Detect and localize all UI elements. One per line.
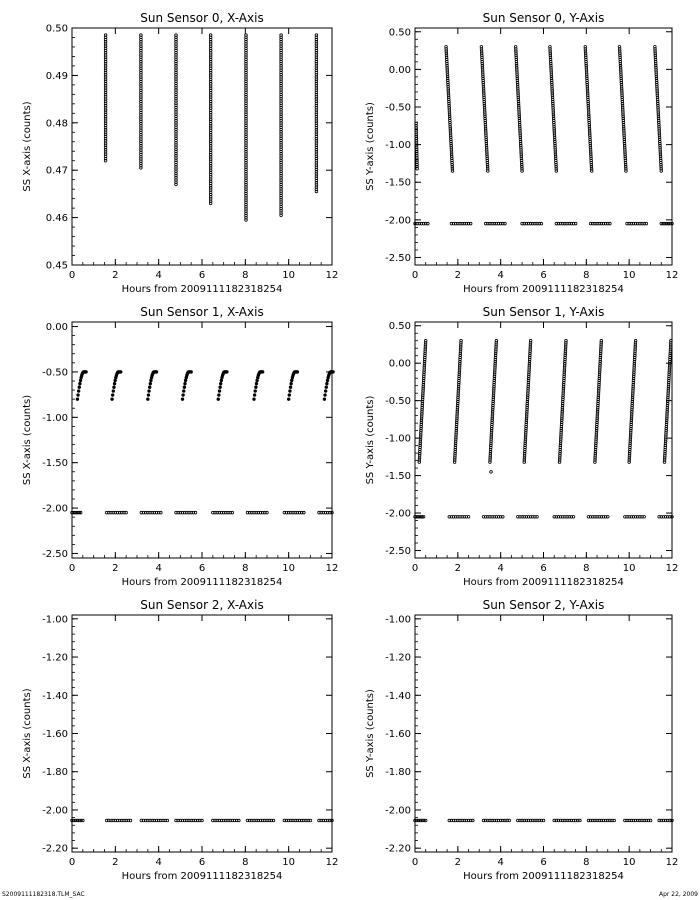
data-point: [660, 170, 663, 173]
data-point: [296, 371, 299, 374]
plot-frame: [72, 615, 332, 852]
x-tick-label: 10: [622, 857, 636, 868]
x-tick-label: 8: [242, 563, 249, 574]
y-tick-label: -1.40: [385, 690, 411, 702]
data-point: [451, 170, 454, 173]
y-tick-label: -2.00: [42, 805, 68, 817]
data-point: [326, 379, 329, 382]
y-tick-label: -1.80: [42, 767, 68, 779]
data-point: [427, 222, 430, 225]
data-point: [290, 382, 293, 385]
x-axis-label: Hours from 2009111182318254: [463, 284, 624, 295]
data-point: [160, 511, 163, 514]
chart-title: Sun Sensor 0, X-Axis: [140, 11, 264, 25]
x-tick-label: 2: [454, 857, 462, 868]
data-point: [255, 382, 258, 385]
y-tick-label: -1.00: [42, 614, 68, 626]
data-point: [256, 379, 259, 382]
data-point: [323, 398, 326, 401]
x-axis-label: Hours from 2009111182318254: [463, 577, 624, 588]
data-point: [324, 390, 327, 393]
data-point: [643, 515, 646, 518]
x-tick-label: 2: [454, 270, 462, 281]
data-point: [253, 398, 256, 401]
data-point: [490, 471, 493, 474]
x-tick-label: 12: [665, 270, 679, 281]
x-tick-label: 2: [112, 857, 119, 868]
y-tick-label: 0.50: [45, 23, 68, 35]
data-point: [78, 386, 81, 389]
data-point: [521, 170, 524, 173]
x-tick-label: 8: [242, 270, 249, 281]
data-point: [149, 382, 152, 385]
y-tick-label: -2.00: [385, 215, 411, 227]
x-tick-label: 12: [665, 857, 679, 868]
data-point: [469, 222, 472, 225]
x-axis-label: Hours from 2009111182318254: [121, 871, 283, 882]
y-tick-label: 0.49: [45, 70, 68, 82]
data-point: [77, 390, 80, 393]
series-0: [76, 371, 334, 401]
data-point: [104, 34, 107, 37]
data-point: [600, 339, 603, 342]
data-point: [287, 398, 290, 401]
data-point: [261, 371, 264, 374]
y-tick-label: -1.00: [385, 140, 411, 152]
data-point: [572, 515, 575, 518]
data-point: [424, 819, 427, 822]
data-point: [508, 819, 511, 822]
y-tick-label: -2.50: [42, 548, 68, 560]
data-point: [226, 371, 229, 374]
x-tick-label: 8: [583, 857, 590, 868]
x-tick-label: 12: [325, 563, 339, 574]
data-point: [111, 394, 114, 397]
x-tick-label: 0: [411, 270, 419, 281]
data-point: [272, 819, 275, 822]
y-axis-label: SS X-axis (counts): [22, 688, 33, 779]
y-axis-label: SS X-axis (counts): [22, 394, 33, 486]
data-point: [303, 511, 306, 514]
data-point: [166, 819, 169, 822]
plot-frame: [72, 322, 332, 558]
data-point: [579, 819, 582, 822]
y-tick-label: -2.20: [42, 843, 68, 855]
data-point: [111, 398, 114, 401]
data-point: [190, 371, 193, 374]
data-point: [460, 339, 463, 342]
chart-title: Sun Sensor 0, Y-Axis: [482, 11, 605, 25]
x-tick-label: 4: [497, 270, 504, 281]
data-point: [245, 34, 248, 37]
panel-1: [365, 11, 678, 295]
y-tick-label: -2.00: [385, 508, 411, 520]
y-axis-label: SS Y-axis (counts): [365, 102, 376, 191]
y-tick-label: -2.20: [385, 843, 411, 855]
x-tick-label: 10: [282, 563, 296, 574]
x-tick-label: 0: [68, 270, 76, 281]
data-point: [288, 394, 291, 397]
x-axis-label: Hours from 2009111182318254: [121, 284, 283, 295]
x-tick-label: 6: [540, 270, 547, 281]
data-point: [504, 222, 507, 225]
y-tick-label: 0.00: [388, 64, 411, 76]
data-point: [140, 34, 143, 37]
data-point: [150, 379, 153, 382]
data-point: [574, 222, 577, 225]
data-point: [280, 34, 283, 37]
panel-4: [22, 598, 338, 882]
data-point: [289, 390, 292, 393]
x-tick-label: 6: [198, 270, 206, 281]
data-point: [540, 222, 543, 225]
data-point: [649, 819, 652, 822]
data-point: [487, 170, 490, 173]
data-point: [217, 398, 220, 401]
data-point: [253, 394, 256, 397]
chart-title: Sun Sensor 2, Y-Axis: [482, 598, 605, 612]
y-tick-label: -2.00: [385, 805, 411, 817]
data-point: [325, 386, 328, 389]
x-tick-label: 6: [540, 563, 547, 574]
x-tick-label: 4: [155, 857, 162, 868]
plot-frame: [415, 615, 672, 852]
chart-title: Sun Sensor 1, X-Axis: [140, 305, 264, 319]
series-1: [414, 222, 674, 225]
data-point: [606, 515, 609, 518]
data-point: [609, 222, 612, 225]
chart-title: Sun Sensor 2, X-Axis: [140, 598, 264, 612]
y-tick-label: 0.45: [45, 260, 68, 272]
x-tick-label: 12: [665, 563, 679, 574]
y-tick-label: -1.40: [42, 690, 68, 702]
series-0: [414, 819, 674, 822]
y-tick-label: -1.50: [385, 177, 411, 189]
data-point: [289, 386, 292, 389]
x-tick-label: 6: [540, 857, 547, 868]
plot-frame: [415, 28, 672, 265]
series-0: [415, 46, 663, 173]
chart-title: Sun Sensor 1, Y-Axis: [482, 305, 605, 319]
data-point: [625, 170, 628, 173]
series-1: [414, 515, 674, 518]
data-point: [181, 398, 184, 401]
y-tick-label: 0.50: [388, 321, 411, 333]
plot-frame: [72, 28, 332, 265]
y-tick-label: 0.50: [388, 27, 411, 39]
data-point: [219, 382, 222, 385]
data-point: [266, 511, 269, 514]
y-tick-label: -1.00: [385, 614, 411, 626]
y-axis-label: SS Y-axis (counts): [365, 395, 376, 485]
x-tick-label: 10: [282, 270, 296, 281]
x-axis-label: Hours from 2009111182318254: [121, 577, 283, 588]
x-tick-label: 0: [411, 563, 419, 574]
data-point: [148, 386, 151, 389]
x-tick-label: 6: [198, 563, 206, 574]
y-tick-label: 0.46: [45, 213, 68, 225]
data-point: [220, 379, 223, 382]
data-point: [254, 386, 257, 389]
y-tick-label: -1.60: [42, 729, 68, 740]
series-0: [418, 339, 672, 473]
data-point: [113, 382, 116, 385]
data-point: [114, 379, 117, 382]
y-tick-label: -1.20: [385, 652, 411, 664]
y-tick-label: -1.80: [385, 767, 411, 779]
y-tick-label: 0.00: [388, 358, 411, 370]
x-tick-label: 0: [68, 857, 76, 868]
data-point: [634, 339, 637, 342]
panel-0: [22, 11, 338, 295]
panel-5: [365, 598, 678, 882]
x-tick-label: 2: [112, 563, 119, 574]
data-point: [209, 34, 212, 37]
footer-filename: S2009111182318.TLM_SAC: [2, 891, 85, 898]
data-point: [565, 339, 568, 342]
data-point: [670, 339, 673, 342]
x-tick-label: 12: [325, 270, 339, 281]
data-point: [590, 170, 593, 173]
x-tick-label: 4: [497, 563, 504, 574]
data-point: [332, 371, 335, 374]
data-point: [217, 394, 220, 397]
data-point: [542, 819, 545, 822]
x-tick-label: 8: [583, 270, 590, 281]
data-point: [536, 515, 539, 518]
x-tick-label: 6: [198, 857, 206, 868]
y-axis-label: SS Y-axis (counts): [365, 689, 376, 778]
data-point: [324, 394, 327, 397]
x-tick-label: 12: [325, 857, 339, 868]
data-point: [555, 170, 558, 173]
y-axis-label: SS X-axis (counts): [22, 101, 33, 192]
x-tick-label: 2: [112, 270, 119, 281]
data-point: [424, 339, 427, 342]
y-tick-label: 0.48: [45, 118, 68, 130]
data-point: [194, 511, 197, 514]
data-point: [183, 386, 186, 389]
data-point: [77, 394, 80, 397]
x-tick-label: 10: [622, 563, 636, 574]
data-point: [113, 386, 116, 389]
data-point: [147, 394, 150, 397]
data-point: [416, 167, 419, 170]
x-tick-label: 0: [411, 857, 419, 868]
data-point: [495, 339, 498, 342]
data-point: [238, 819, 241, 822]
y-tick-label: 0.47: [45, 165, 68, 177]
data-point: [201, 819, 204, 822]
x-axis-label: Hours from 2009111182318254: [463, 871, 624, 882]
data-point: [182, 390, 185, 393]
footer-date: Apr 22, 2009: [658, 891, 698, 898]
y-tick-label: -0.50: [385, 396, 411, 408]
x-tick-label: 0: [68, 563, 76, 574]
data-point: [82, 819, 85, 822]
data-point: [184, 379, 187, 382]
y-tick-label: -1.00: [42, 412, 68, 424]
series-1: [71, 511, 334, 514]
y-tick-label: -0.50: [385, 102, 411, 114]
y-tick-label: -2.50: [385, 252, 411, 264]
y-tick-label: -2.50: [385, 546, 411, 558]
data-point: [119, 371, 122, 374]
x-tick-label: 4: [497, 857, 504, 868]
y-tick-label: -1.50: [385, 471, 411, 483]
x-tick-label: 2: [454, 563, 462, 574]
data-point: [125, 511, 128, 514]
data-point: [85, 371, 88, 374]
data-point: [309, 819, 312, 822]
data-point: [76, 398, 79, 401]
x-tick-label: 4: [155, 270, 162, 281]
series-0: [71, 819, 334, 822]
data-point: [467, 515, 470, 518]
data-point: [613, 819, 616, 822]
data-point: [254, 390, 257, 393]
y-tick-label: -1.50: [42, 458, 68, 470]
data-point: [184, 382, 187, 385]
data-point: [129, 819, 132, 822]
data-point: [148, 390, 151, 393]
x-tick-label: 8: [242, 857, 249, 868]
data-point: [79, 379, 82, 382]
data-point: [219, 386, 222, 389]
data-point: [218, 390, 221, 393]
panel-3: [365, 305, 678, 588]
y-tick-label: -1.60: [385, 729, 411, 740]
panel-2: [22, 305, 338, 588]
data-point: [472, 819, 475, 822]
data-point: [290, 379, 293, 382]
data-point: [231, 511, 234, 514]
data-point: [112, 390, 115, 393]
x-tick-label: 8: [583, 563, 590, 574]
data-point: [315, 34, 318, 37]
y-tick-label: -1.20: [42, 652, 68, 664]
x-tick-label: 10: [622, 270, 636, 281]
y-tick-label: -2.00: [42, 503, 68, 515]
y-tick-label: -0.50: [42, 367, 68, 379]
data-point: [78, 382, 81, 385]
y-tick-label: -1.00: [385, 433, 411, 445]
data-point: [146, 398, 149, 401]
x-tick-label: 10: [282, 857, 296, 868]
data-point: [175, 34, 178, 37]
data-point: [645, 222, 648, 225]
data-point: [502, 515, 505, 518]
data-point: [529, 339, 532, 342]
data-point: [325, 382, 328, 385]
data-point: [155, 371, 158, 374]
data-point: [182, 394, 185, 397]
y-tick-label: 0.00: [45, 322, 68, 334]
series-0: [104, 34, 317, 221]
x-tick-label: 4: [155, 563, 162, 574]
